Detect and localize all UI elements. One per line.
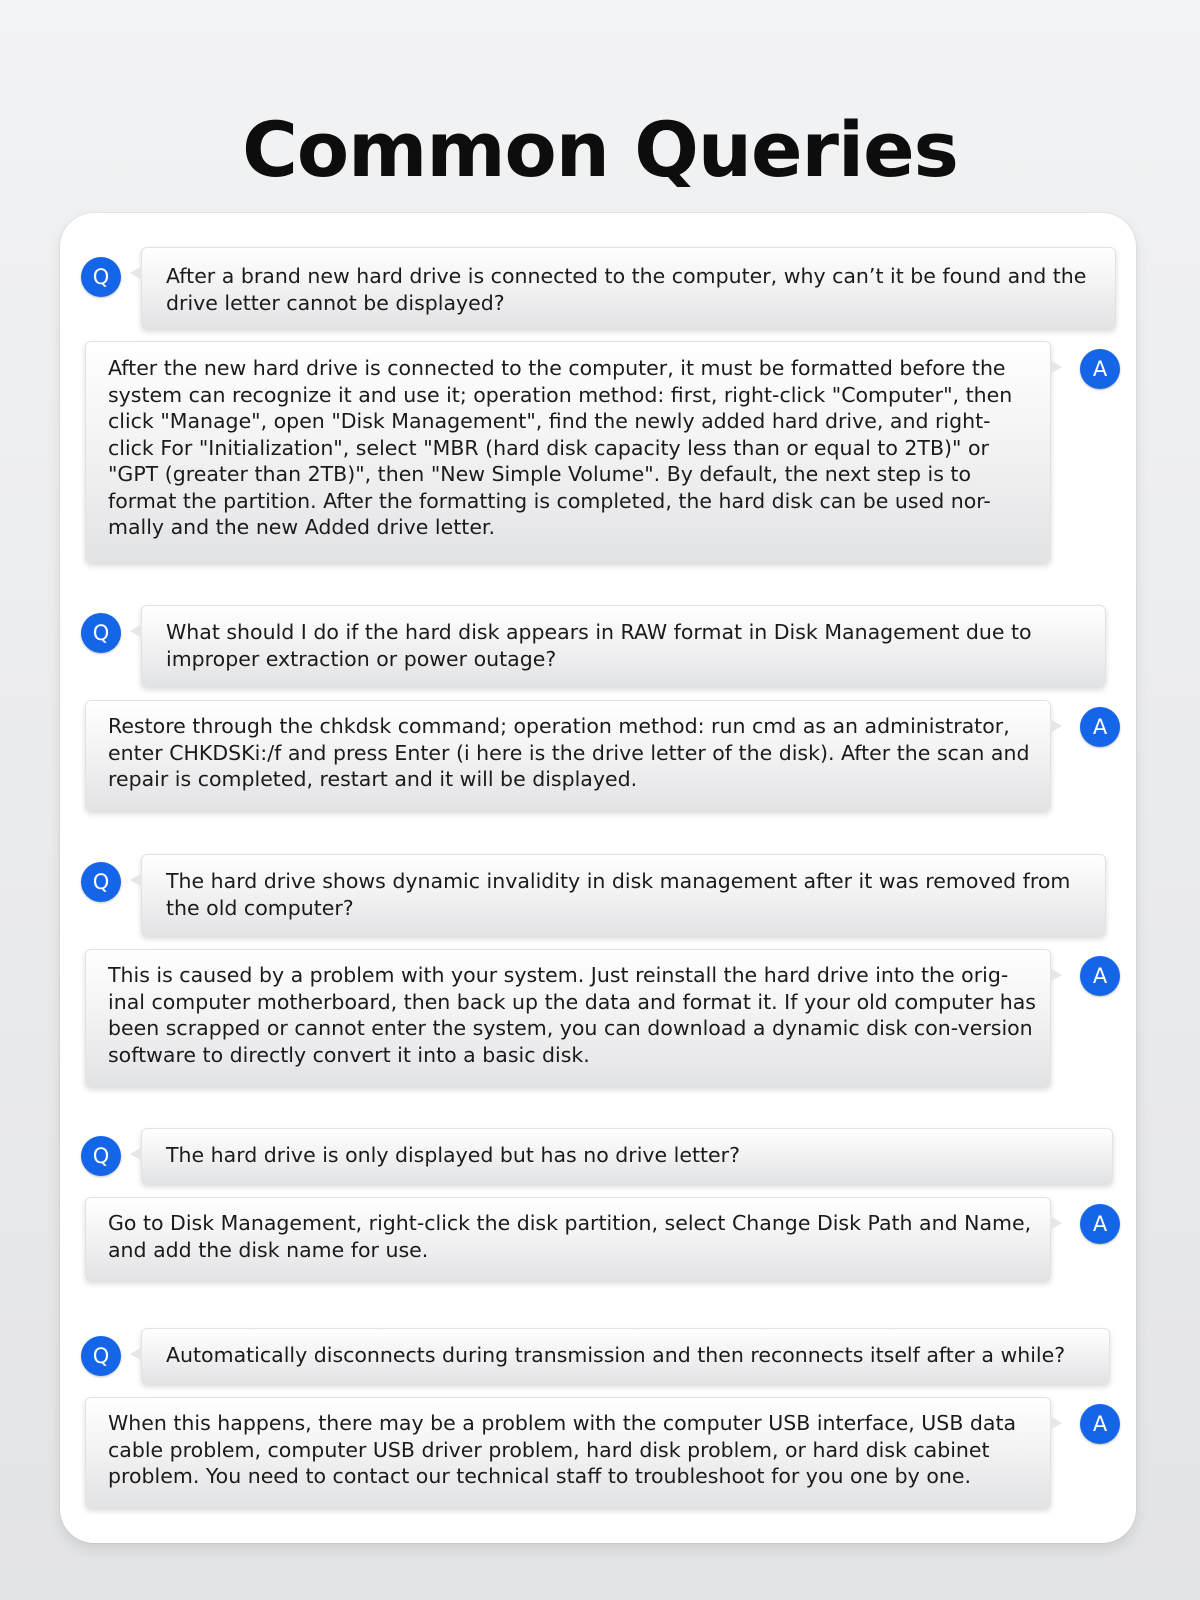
question-bubble-5 (141, 1328, 1110, 1384)
question-bubble-2 (141, 605, 1106, 687)
answer-text-3: This is caused by a problem with your system. Just reinstall the hard drive into the orig-inal computer motherboard, then back up the data and format it. If your old computer has been scrapped or cannot enter the system, you can download a dynamic disk con-version software to directly convert it into a basic disk. (108, 963, 1036, 1067)
page-title: Common Queries (242, 105, 958, 194)
question-bubble-1 (141, 247, 1116, 329)
question-badge-3: Q (81, 862, 121, 902)
answer-bubble-5 (85, 1397, 1051, 1508)
question-text-2: What should I do if the hard disk appears in RAW format in Disk Management due to improper extraction or power outage? (166, 620, 1032, 671)
answer-badge-5: A (1080, 1404, 1120, 1444)
question-text-1: After a brand new hard drive is connected to the computer, why can’t it be found and the drive letter cannot be displayed? (166, 264, 1087, 315)
answer-text-5: When this happens, there may be a problem with the computer USB interface, USB data cable problem, computer USB driver problem, hard disk problem, or hard disk cabinet problem. You need to contact our technical staff to troubleshoot for you one by one. (108, 1411, 1017, 1488)
answer-badge-1: A (1080, 349, 1120, 389)
answer-badge-3: A (1080, 956, 1120, 996)
answer-bubble-3 (85, 949, 1051, 1087)
answer-bubble-2 (85, 700, 1051, 811)
question-bubble-3 (141, 854, 1106, 936)
answer-badge-4: A (1080, 1204, 1120, 1244)
question-bubble-4 (141, 1128, 1113, 1184)
question-text-4: The hard drive is only displayed but has no drive letter? (166, 1143, 740, 1167)
answer-bubble-1 (85, 341, 1051, 563)
answer-text-4: Go to Disk Management, right-click the disk partition, select Change Disk Path and Name, and add the disk name for use. (108, 1211, 1032, 1262)
question-text-3: The hard drive shows dynamic invalidity in disk management after it was removed from the old computer? (166, 869, 1071, 920)
question-badge-2: Q (81, 613, 121, 653)
question-badge-4: Q (81, 1136, 121, 1176)
answer-text-2: Restore through the chkdsk command; operation method: run cmd as an administrator, enter CHKDSKi:/f and press Enter (i here is the drive letter of the disk). After the scan and repair is completed, restart and it will be displayed. (108, 714, 1030, 791)
question-badge-5: Q (81, 1336, 121, 1376)
answer-text-1: After the new hard drive is connected to the computer, it must be formatted before the system can recognize it and use it; operation method: first, right-click "Computer", then click "Manage", open "Disk Management", find the newly added hard drive, and right-click For "Initialization", select "MBR (hard disk capacity less than or equal to 2TB)" or "GPT (greater than 2TB)", then "New Simple Volume". By default, the next step is to format the partition. After the formatting is completed, the hard disk can be used nor-mally and the new Added drive letter. (108, 356, 1013, 539)
answer-bubble-4 (85, 1197, 1051, 1281)
question-badge-1: Q (81, 257, 121, 297)
question-text-5: Automatically disconnects during transmission and then reconnects itself after a while? (166, 1343, 1066, 1367)
answer-badge-2: A (1080, 707, 1120, 747)
